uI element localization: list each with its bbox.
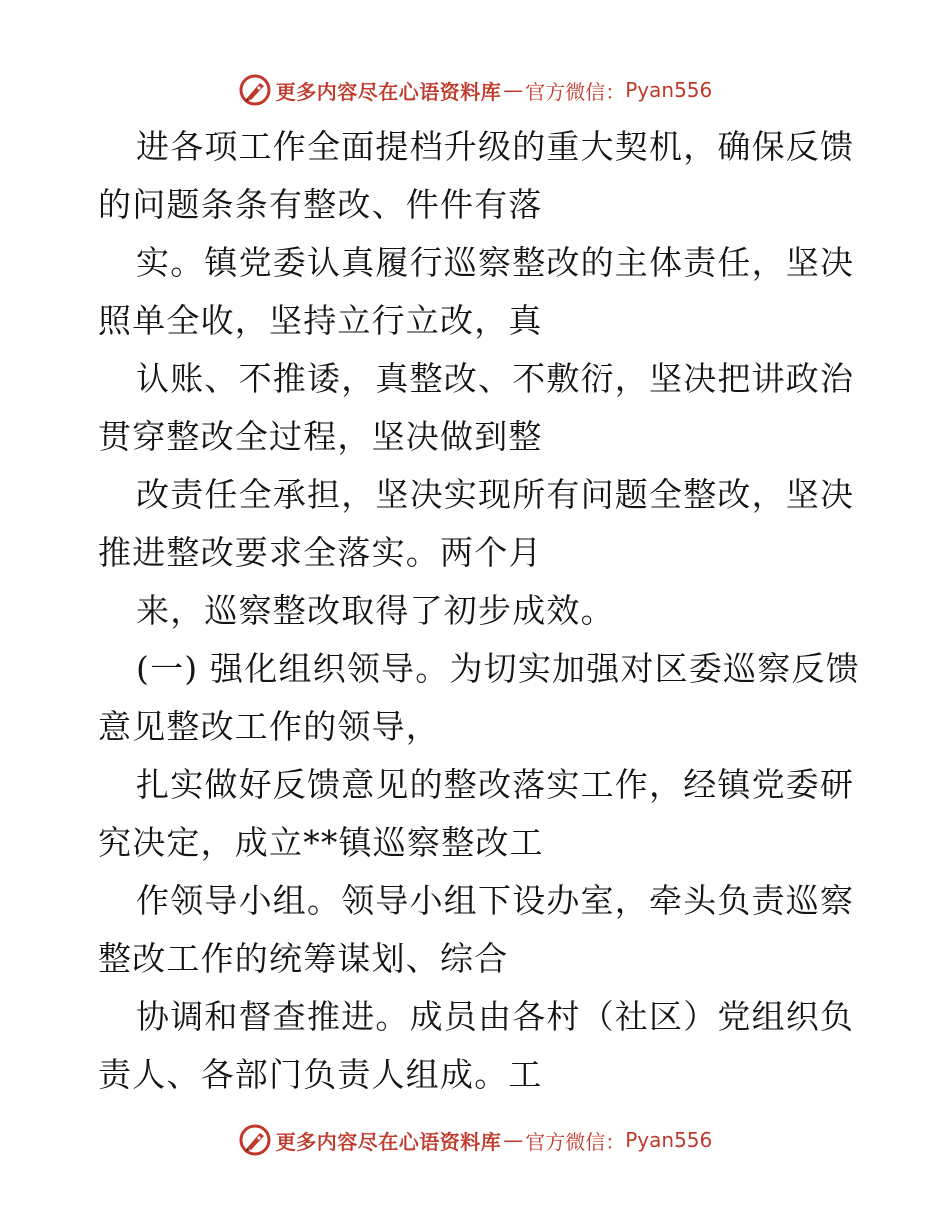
section-heading-line: (一) 强化组织领导。为切实加强对区委巡察反馈 bbox=[136, 649, 860, 688]
text-line: 进各项工作全面提档升级的重大契机，确保反馈 bbox=[136, 127, 855, 166]
banner-wechat-id: Pyan556 bbox=[625, 78, 713, 102]
text-line: 贯穿整改全过程，坚决做到整 bbox=[98, 417, 543, 456]
banner-dash: — bbox=[503, 78, 524, 102]
text-line: 来，巡察整改取得了初步成效。 bbox=[136, 591, 615, 630]
banner-dash: — bbox=[503, 1128, 524, 1152]
text-line: 责人、各部门负责人组成。工 bbox=[98, 1055, 543, 1094]
banner-wechat-id: Pyan556 bbox=[625, 1128, 713, 1152]
text-line: 作领导小组。领导小组下设办室，牵头负责巡察 bbox=[136, 881, 855, 920]
text-line: 实。镇党委认真履行巡察整改的主体责任，坚决 bbox=[136, 243, 855, 282]
text-line: 整改工作的统筹谋划、综合 bbox=[98, 939, 509, 978]
pen-nib-circle-icon bbox=[238, 1123, 272, 1157]
pen-nib-circle-icon bbox=[238, 73, 272, 107]
banner-official-label: 官方微信： bbox=[525, 1129, 626, 1154]
banner-official-label: 官方微信： bbox=[525, 79, 626, 104]
document-body bbox=[98, 118, 858, 1104]
text-line: 认账、不推诿，真整改、不敷衍，坚决把讲政治 bbox=[136, 359, 855, 398]
text-line: 的问题条条有整改、件件有落 bbox=[98, 185, 543, 224]
text-line: 扎实做好反馈意见的整改落实工作，经镇党委研 bbox=[136, 765, 855, 804]
text-line: 意见整改工作的领导， bbox=[98, 707, 440, 746]
footer-banner bbox=[0, 1120, 950, 1160]
banner-brand-text: 更多内容尽在心语资料库 bbox=[275, 1129, 502, 1154]
text-line: 改责任全承担，坚决实现所有问题全整改，坚决 bbox=[136, 475, 855, 514]
text-line: 照单全收，坚持立行立改，真 bbox=[98, 301, 543, 340]
header-banner bbox=[0, 70, 950, 110]
text-line: 推进整改要求全落实。两个月 bbox=[98, 533, 543, 572]
text-line: 协调和督查推进。成员由各村（社区）党组织负 bbox=[136, 997, 855, 1036]
text-line: 究决定，成立**镇巡察整改工 bbox=[98, 823, 544, 862]
banner-brand-text: 更多内容尽在心语资料库 bbox=[275, 79, 502, 104]
